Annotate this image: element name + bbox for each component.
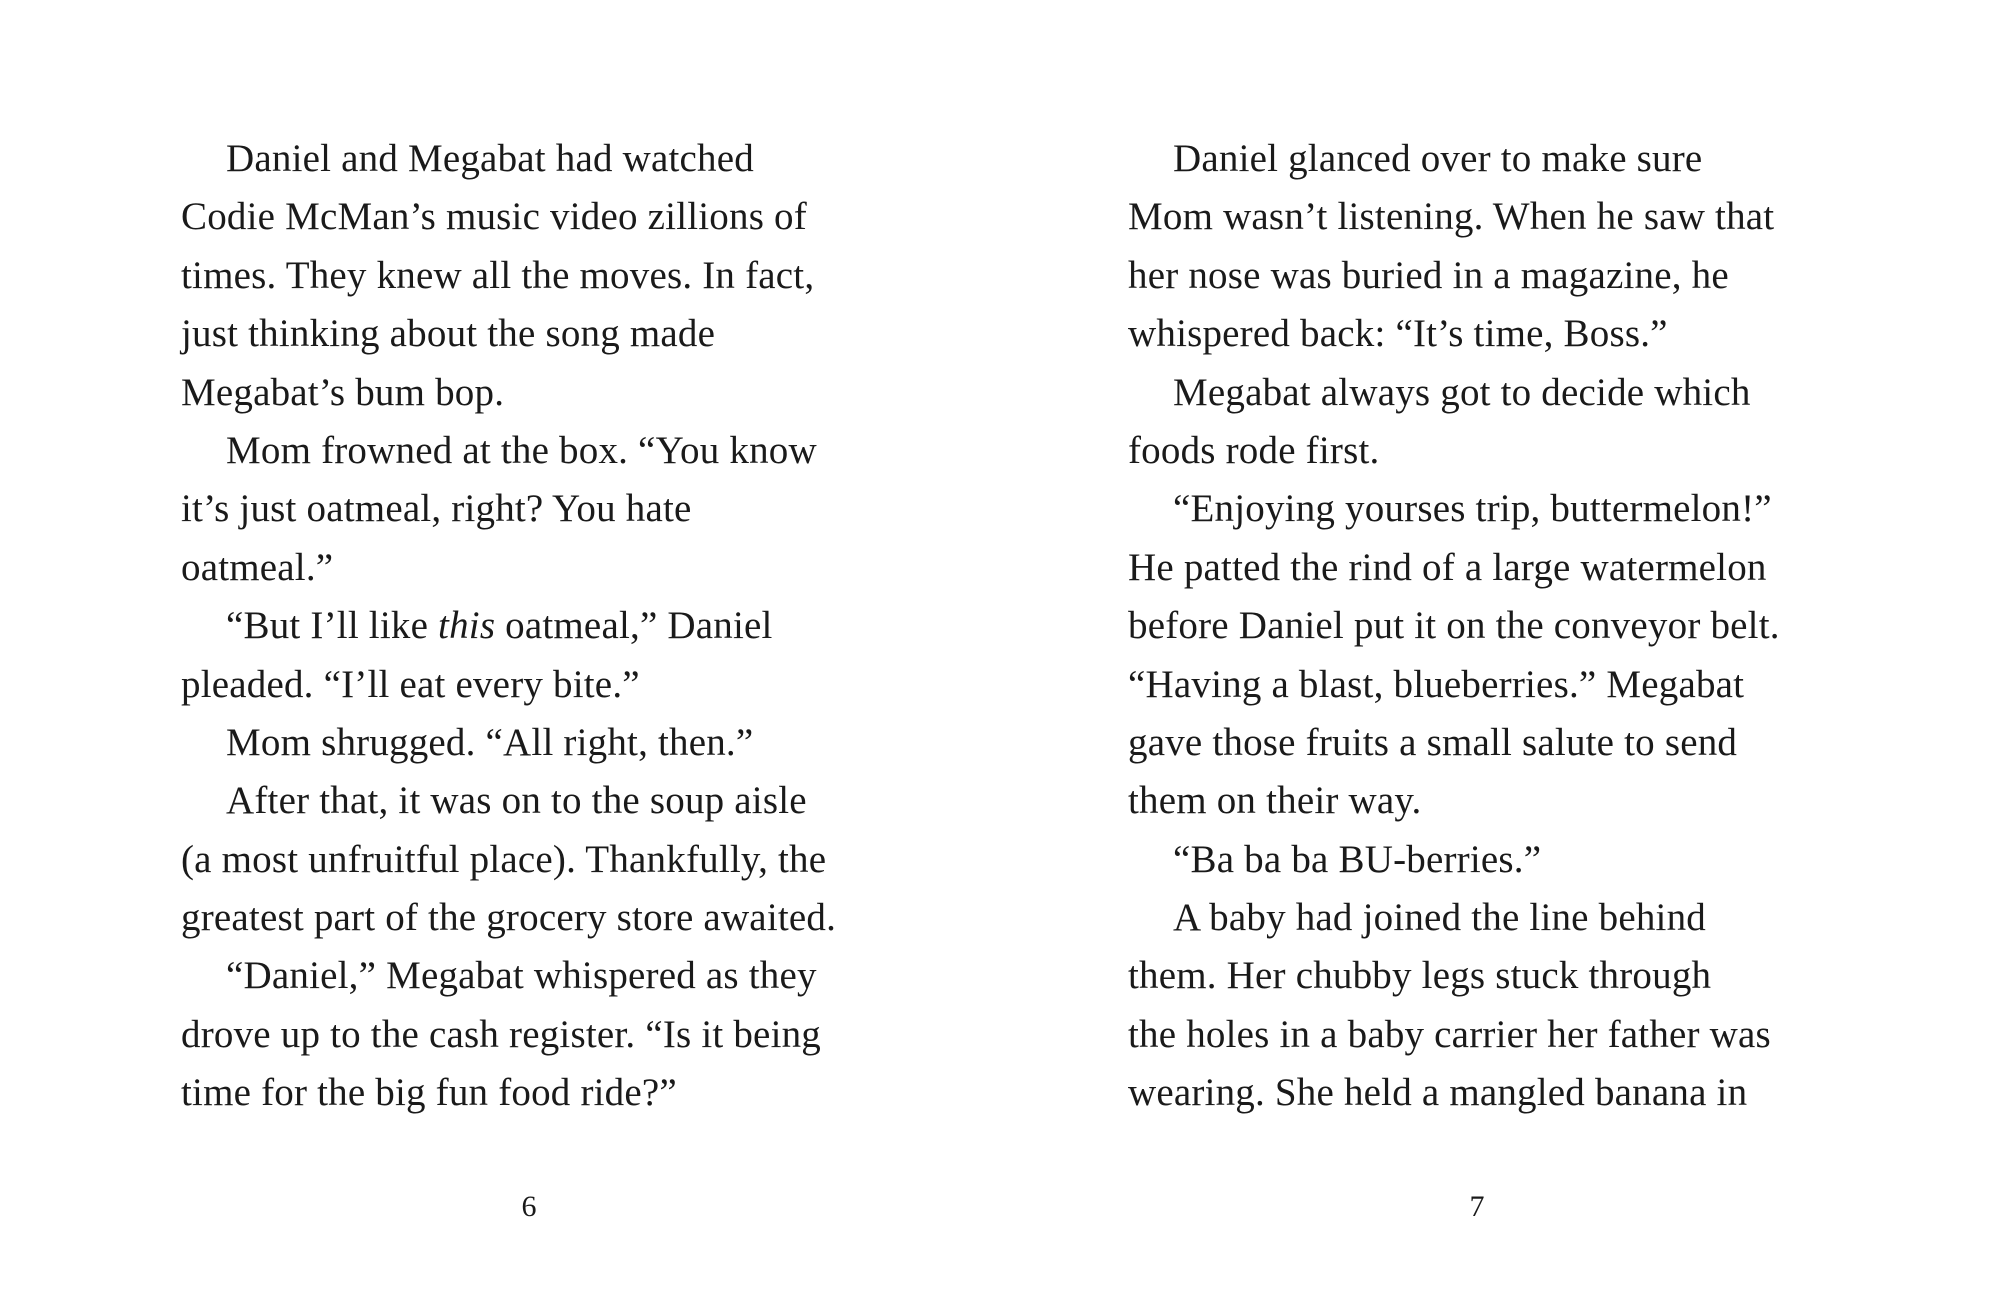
italic-word: this [438,604,496,648]
text-line: gave those fruits a small salute to send [1128,720,1738,764]
text-line: Mom wasn’t listening. When he saw that [1128,195,1775,239]
text-line: greatest part of the grocery store awaited. [181,896,837,940]
text-line: Mom shrugged. “All right, then.” [226,720,754,764]
text-line: (a most unfruitful place). Thankfully, the [181,837,827,881]
text-line: them. Her chubby legs stuck through [1128,954,1712,998]
text-line-with-italic [181,597,901,655]
text-line: Megabat’s bum bop. [181,370,505,414]
text-line: A baby had joined the line behind [1173,896,1706,940]
text-line: time for the big fun food ride?” [181,1071,677,1115]
text-line: After that, it was on to the soup aisle [226,779,807,823]
text-line: whispered back: “It’s time, Boss.” [1128,312,1668,356]
text-line: wearing. She held a mangled banana in [1128,1071,1748,1115]
text-line: times. They knew all the moves. In fact, [181,253,815,297]
left-page-text [181,130,901,1123]
text-line: before Daniel put it on the conveyor belt. [1128,604,1780,648]
text-line: Daniel and Megabat had watched [226,137,754,180]
text-line: just thinking about the song made [181,312,716,356]
text-line: Daniel glanced over to make sure [1173,137,1703,180]
text-line: “Ba ba ba BU-berries.” [1173,837,1542,881]
text-segment: “But I’ll like [226,604,439,648]
text-line: them on their way. [1128,779,1422,823]
page-number-left: 6 [521,1190,537,1223]
text-line: “Daniel,” Megabat whispered as they [226,954,817,998]
text-line: Megabat always got to decide which [1173,370,1751,414]
text-line: foods rode first. [1128,428,1380,472]
text-line: “Having a blast, blueberries.” Megabat [1128,662,1745,706]
text-segment: oatmeal,” Daniel [495,604,773,648]
page-number-right: 7 [1469,1190,1485,1223]
right-page-text [1128,130,1848,1123]
text-line: drove up to the cash register. “Is it being [181,1012,822,1056]
text-line: “Enjoying yourses trip, buttermelon!” [1173,487,1772,531]
text-line: He patted the rind of a large watermelon [1128,545,1767,589]
text-line: it’s just oatmeal, right? You hate [181,487,692,531]
text-line: oatmeal.” [181,545,334,589]
text-line: her nose was buried in a magazine, he [1128,253,1729,297]
text-line: Codie McMan’s music video zillions of [181,195,807,239]
text-line: Mom frowned at the box. “You know [226,428,817,472]
text-line: pleaded. “I’ll eat every bite.” [181,662,640,706]
text-line: the holes in a baby carrier her father was [1128,1012,1771,1056]
